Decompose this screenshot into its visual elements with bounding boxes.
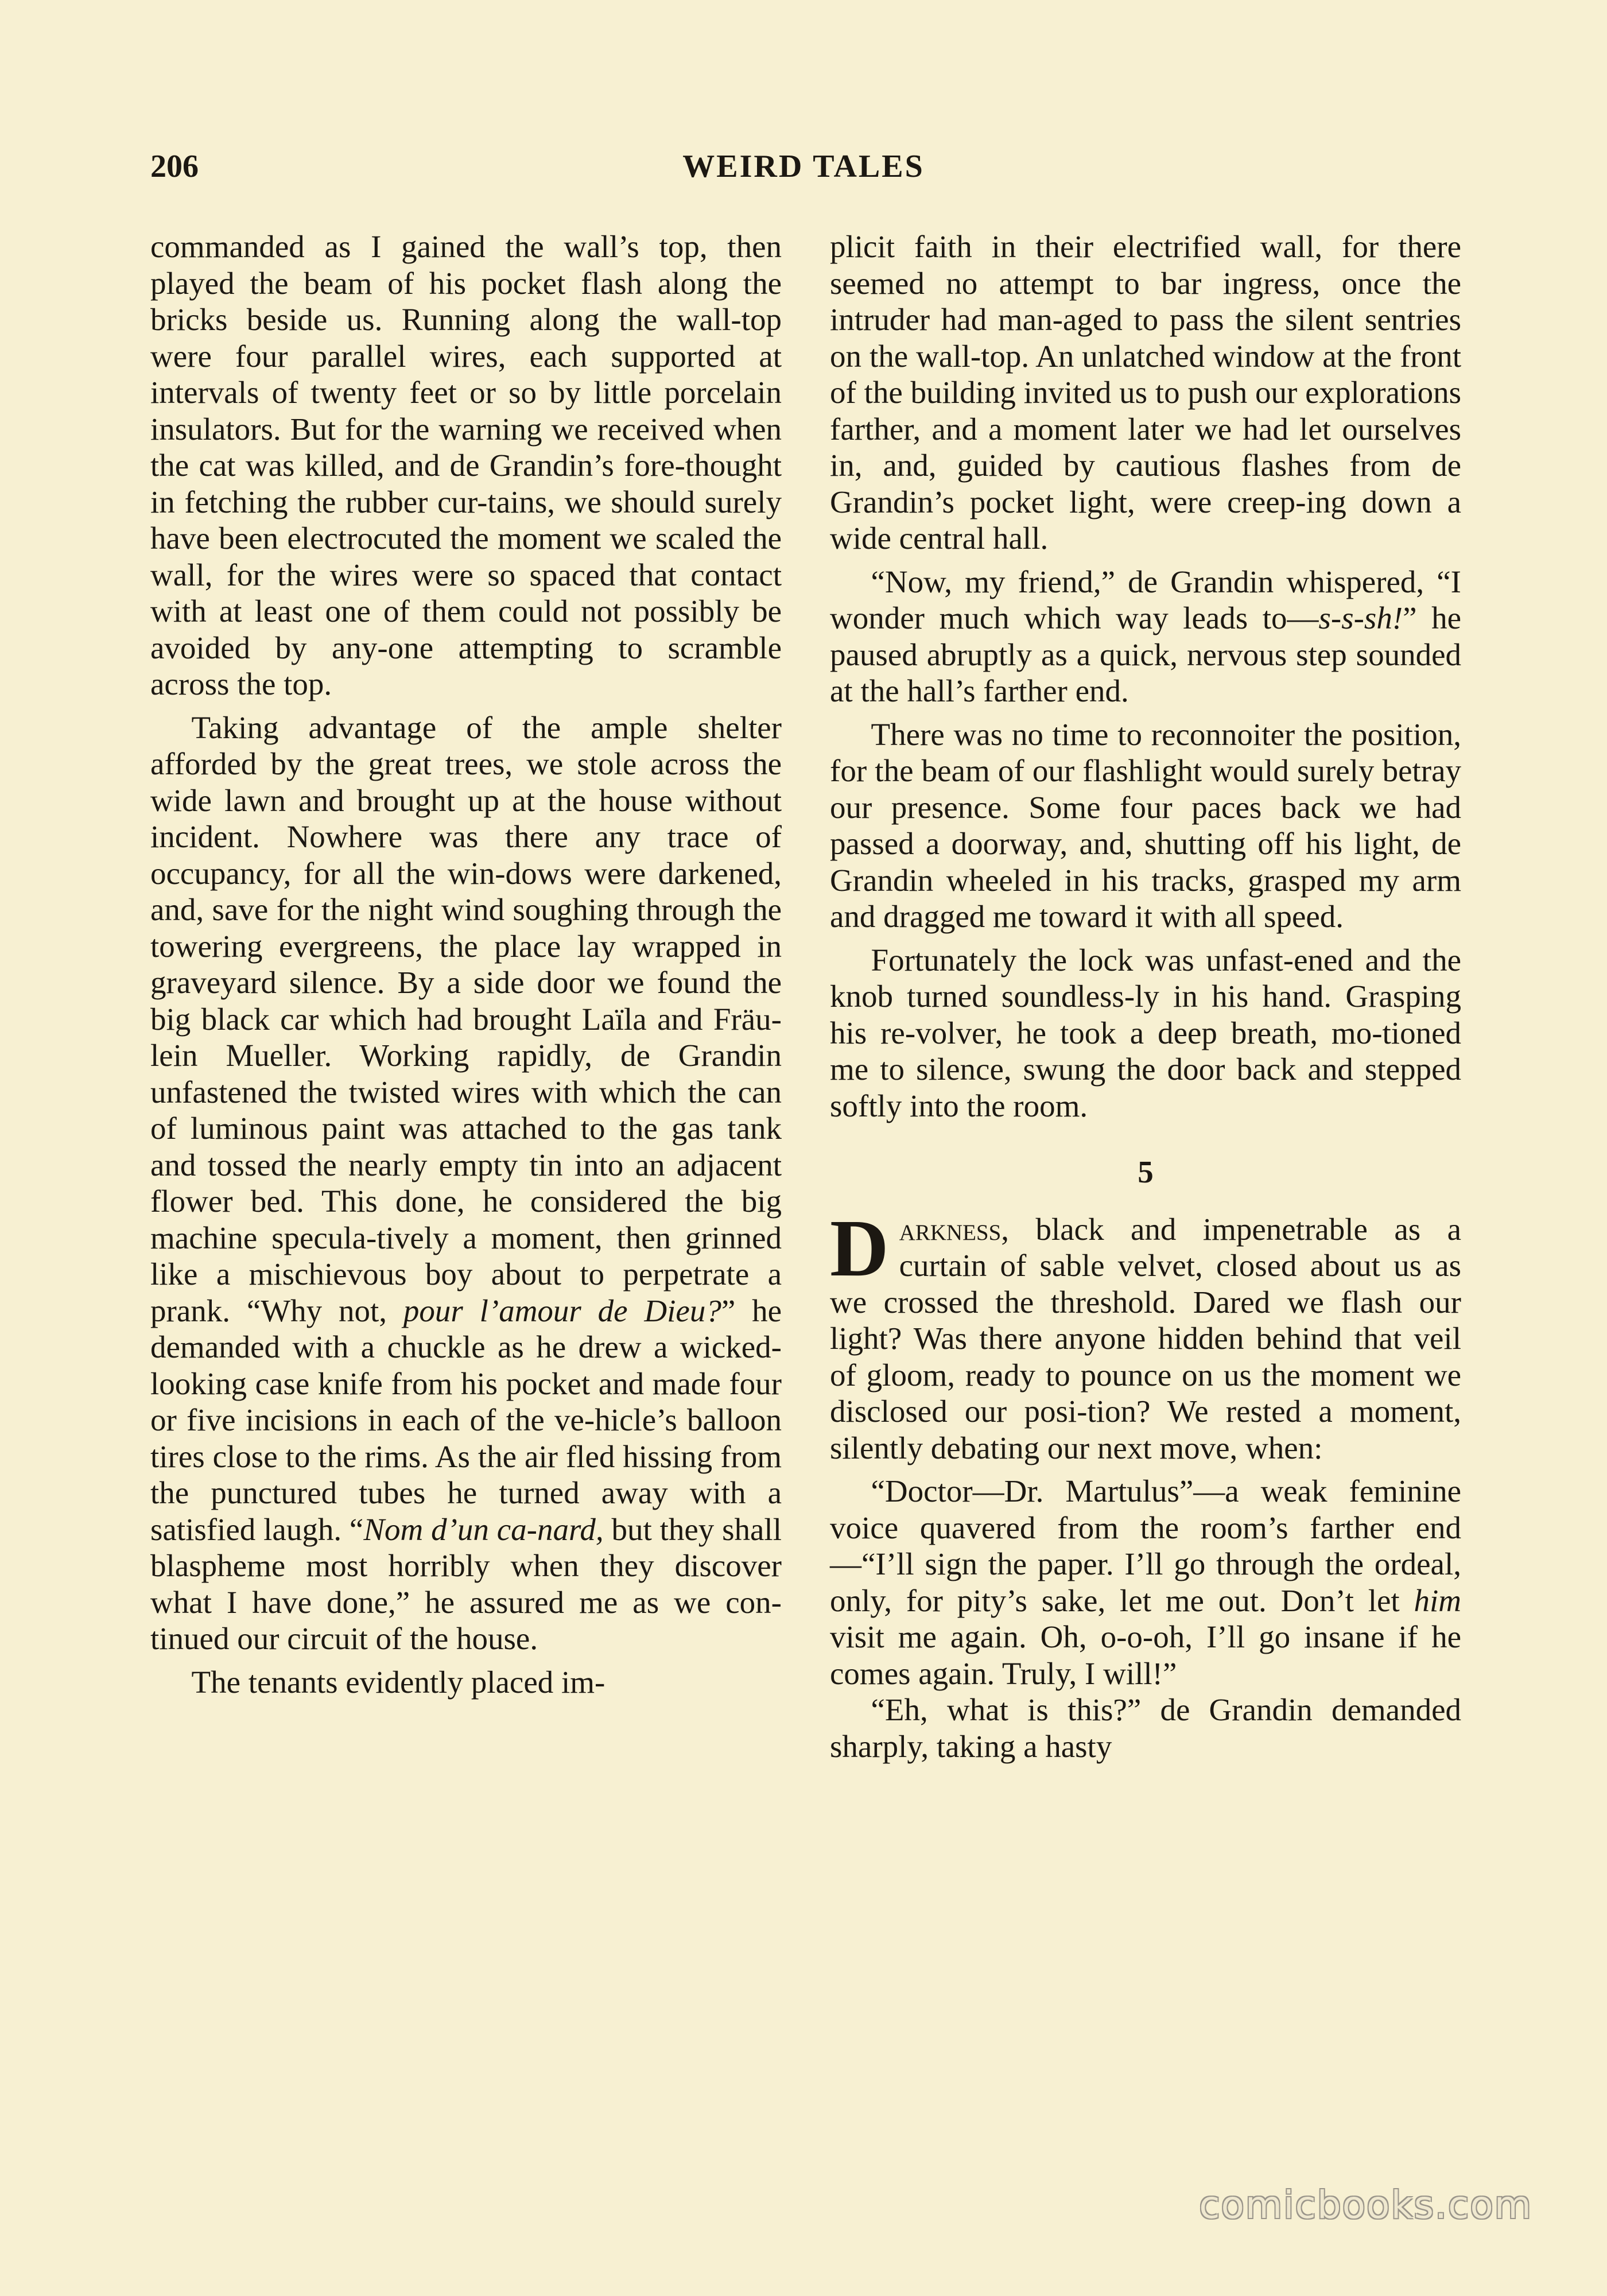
- italic-phrase: Nom d’un ca-nard,: [363, 1511, 604, 1547]
- section-number: 5: [1138, 1154, 1154, 1189]
- paragraph: plicit faith in their electrified wall, for there seemed no attempt to bar ingress, once the intruder had man-aged to pass the silent sentries on the wall-top. An unlatched window at the front of the building invited us to push our explorations farther, and a moment later we had let ourselves in, and, guided by cautious flashes from de Grandin’s pocket light, were creep-ing down a wide central hall.: [830, 229, 1461, 556]
- italic-phrase: s-s-sh!: [1318, 600, 1403, 635]
- page-header: [150, 144, 1457, 189]
- left-column: [150, 228, 782, 1700]
- italic-phrase: pour l’amour de Dieu?: [403, 1293, 721, 1328]
- running-title: WEIRD TALES: [682, 149, 925, 184]
- right-column: [830, 228, 1461, 1764]
- paragraph: Fortunately the lock was unfast-ened and the knob turned soundless-ly in his hand. Grasping his re-volver, he took a deep breath, mo-tioned me to silence, swung the door back and stepped softly into the room.: [830, 942, 1461, 1123]
- watermark: comicbooks.com: [1199, 2183, 1532, 2227]
- paragraph: There was no time to reconnoiter the position, for the beam of our flashlight would surely betray our presence. Some four paces back we had passed a doorway, and, shutting off his light, de Grandin wheeled in his tracks, grasped my arm and dragged me toward it with all speed.: [830, 716, 1461, 934]
- italic-word: him: [1414, 1583, 1461, 1618]
- drop-cap: D: [830, 1202, 889, 1293]
- paragraph: “Doctor—Dr. Martulus”—a weak feminine voice quavered from the room’s farther end—“I’ll sign the paper. I’ll go through the ordeal, only, for pity’s sake, let me out. Don’t let him visit me again. Oh, o-o-oh, I’ll go insane if he comes again. Truly, I will!”: [830, 1473, 1461, 1691]
- paragraph: Darkness, black and impenetrable as a curtain of sable velvet, closed about us as we crossed the threshold. Dared we flash our light? Was there anyone hidden behind that veil of gloom, ready to pounce on us the moment we disclosed our posi-tion? We rested a moment, silently debating our next move, when:: [830, 1202, 1461, 1465]
- paragraph: Taking advantage of the ample shelter afforded by the great trees, we stole across the wide lawn and brought up at the house without incident. Nowhere was there any trace of occupancy, for all the win-dows were darkened, and, save for the night wind soughing through the towering evergreens, the place lay wrapped in graveyard silence. By a side door we found the big black car which had brought Laïla and Fräu-lein Mueller. Working rapidly, de Grandin unfastened the twisted wires with which the can of luminous paint was attached to the gas tank and tossed the nearly empty tin into an adjacent flower bed. This done, he considered the big machine specula-tively a moment, then grinned like a mischievous boy about to perpetrate a prank. “Why not, pour l’amour de Dieu?” he demanded with a chuckle as he drew a wicked-looking case knife from his pocket and made four or five incisions in each of the ve-hicle’s balloon tires close to the rims. As the air fled hissing from the punctured tubes he turned away with a satisfied laugh. “Nom d’un ca-nard, but they shall blaspheme most horribly when they discover what I have done,” he assured me as we con-tinued our circuit of the house.: [150, 709, 782, 1656]
- page-number: 206: [150, 149, 199, 184]
- paragraph: “Now, my friend,” de Grandin whispered, “I wonder much which way leads to—s-s-sh!” he paused abruptly as a quick, nervous step sounded at the hall’s farther end.: [830, 564, 1461, 708]
- small-caps-lead: arkness,: [899, 1211, 1010, 1247]
- paragraph: The tenants evidently placed im-: [191, 1664, 605, 1700]
- paragraph: commanded as I gained the wall’s top, then played the beam of his pocket flash along the bricks beside us. Running along the wall-top were four parallel wires, each supported at intervals of twenty feet or so by little porcelain insulators. But for the warning we received when the cat was killed, and de Grandin’s fore-thought in fetching the rubber cur-tains, we should surely have been electrocuted the moment we scaled the wall, for the wires were so spaced that contact with at least one of them could not possibly be avoided by any-one attempting to scramble across the top.: [150, 229, 782, 701]
- paragraph: “Eh, what is this?” de Grandin demanded sharply, taking a hasty: [830, 1692, 1461, 1764]
